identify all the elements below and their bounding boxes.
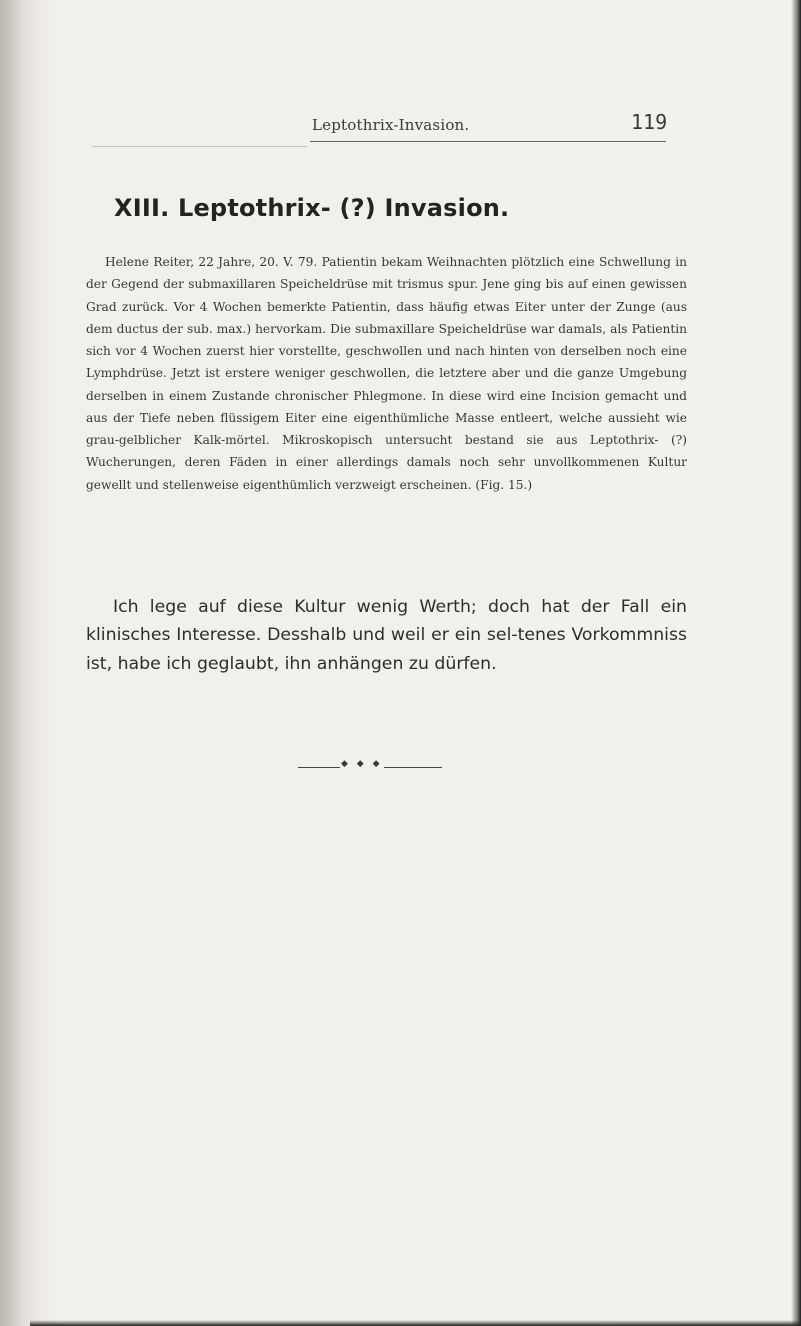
author-note	[86, 593, 687, 678]
end-ornament	[298, 759, 442, 774]
page-number: 119	[631, 110, 668, 134]
section-title: XIII. Leptothrix- (?) Invasion.	[114, 194, 510, 222]
running-head: Leptothrix-Invasion.	[312, 116, 470, 134]
case-paragraph: Helene Reiter, 22 Jahre, 20. V. 79. Patientin bekam Weihnachten plötzlich eine Schwellung in der Gegend der submaxillaren Speicheldrüse mit trismus spur. Jene ging bis auf einen gewissen Grad zurück. Vor 4 Wochen bemerkte Patientin, dass häufig etwas Eiter unter der Zunge (aus dem ductus der sub. max.) hervorkam. Die submaxillare Speicheldrüse war damals, als Patientin sich vor 4 Wochen zuerst hier vorstellte, geschwollen und nach hinten von derselben noch eine Lymphdrüse. Jetzt ist erstere weniger geschwollen, die letztere aber und die ganze Umgebung derselben in einem Zustande chronischer Phlegmone. In diese wird eine Incision gemacht und aus der Tiefe neben flüssigem Eiter eine eigenthümliche Masse entleert, welche aussieht wie grau-gelblicher Kalk-mörtel. Mikroskopisch untersucht bestand sie aus Leptothrix- (?) Wucherungen, deren Fäden in einer allerdings damals noch sehr unvollkommenen Kultur gewellt und stellenweise eigenthümlich verzweigt erscheinen. (Fig. 15.)	[86, 255, 687, 492]
diamond-ornament-icon: ◆ ◆ ◆	[341, 759, 383, 769]
header-rule-faint	[92, 146, 307, 147]
page-edge-shadow	[791, 0, 801, 1326]
header-rule	[310, 141, 666, 142]
spine-shadow	[0, 0, 38, 1326]
note-paragraph: Ich lege auf diese Kultur wenig Werth; doch hat der Fall ein klinisches Interesse. Desshalb und weil er ein sel-tenes Vorkommniss ist, habe ich geglaubt, ihn anhängen zu dürfen.	[86, 597, 687, 674]
page-bottom-shadow	[30, 1320, 801, 1326]
case-report	[86, 251, 687, 496]
